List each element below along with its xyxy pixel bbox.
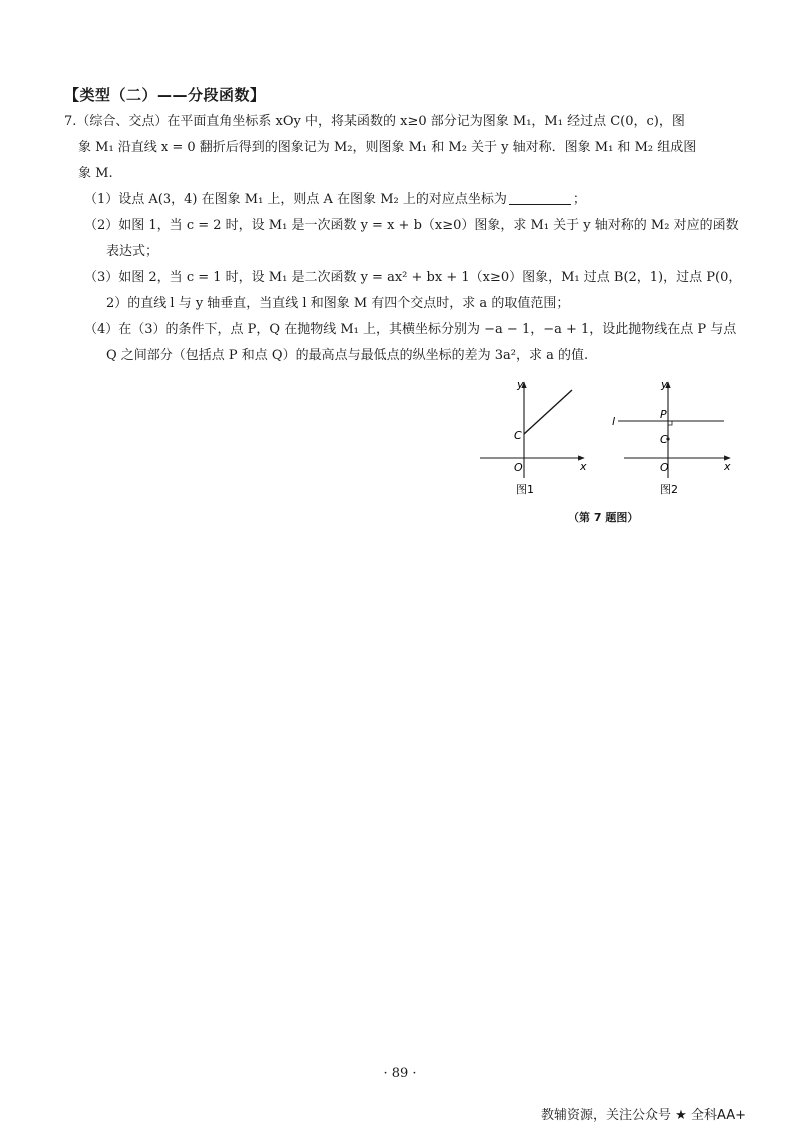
figure-1	[480, 378, 587, 496]
part-3-text: 如图 2，当 c = 1 时，设 M₁ 是二次函数 y = ax² + bx + 1（x≥0）图象，M₁ 过点 B(2，1)，过点 P(0，2）的直线 l 与 y 轴垂直，当直线 l 和图象 M 有四个交点时，求 a 的取值范围；	[106, 270, 742, 311]
fig1-caption: 图1	[516, 483, 534, 496]
part-2	[64, 213, 742, 265]
part-4-text: 在（3）的条件下，点 P，Q 在抛物线 M₁ 上，其横坐标分别为 −a − 1，−a + 1，设此抛物线在点 P 与点 Q 之间部分（包括点 P 和点 Q）的最高点与最低点的纵坐标的差为 3a²，求 a 的值.	[106, 322, 737, 363]
stem-line-1: （综合、交点）在平面直角坐标系 xOy 中，将某函数的 x≥0 部分记为图象 M₁，M₁ 经过点 C(0，c)，图	[76, 114, 685, 129]
part-2-label: （2）	[84, 218, 119, 233]
page-number: · 89 ·	[383, 1066, 417, 1081]
fig2-y-label: y	[661, 378, 668, 391]
answer-blank[interactable]	[509, 190, 571, 205]
problem-stem	[64, 109, 742, 135]
figures-caption: （第 7 题图）	[568, 511, 639, 524]
fig1-graph-line	[524, 390, 572, 434]
part-1	[64, 187, 742, 213]
fig2-caption: 图2	[660, 483, 678, 496]
figures	[474, 378, 744, 528]
footer-watermark: 教辅资源，关注公众号 ★ 全科AA+	[541, 1108, 746, 1123]
stem-line-3-wrap	[64, 161, 742, 187]
stem-line-3: 象 M.	[78, 166, 113, 181]
problem-number: 7.	[64, 114, 77, 129]
part-4-label: （4）	[84, 322, 119, 337]
part-4	[64, 317, 742, 369]
fig2-point-c-label: C	[660, 433, 668, 446]
fig1-point-c-label: C	[514, 429, 522, 442]
fig2-point-p-label: P	[660, 408, 667, 421]
stem-line-2: 象 M₁ 沿直线 x = 0 翻折后得到的图象记为 M₂，则图象 M₁ 和 M₂ 关于 y 轴对称．图象 M₁ 和 M₂ 组成图	[78, 140, 697, 155]
part-2-text: 如图 1，当 c = 2 时，设 M₁ 是一次函数 y = x + b（x≥0）图象，求 M₁ 关于 y 轴对称的 M₂ 对应的函数表达式；	[106, 218, 739, 259]
section-title: 【类型（二）——分段函数】	[64, 86, 266, 104]
fig1-y-label: y	[517, 378, 524, 391]
fig2-line-l-label: l	[612, 415, 616, 428]
part-1-text-end: ；	[572, 192, 586, 207]
part-1-label: （1）	[84, 192, 119, 207]
fig1-origin-label: O	[514, 461, 523, 474]
stem-line-2-wrap	[64, 135, 742, 161]
fig1-x-label: x	[580, 460, 587, 473]
problem-7	[64, 109, 742, 369]
fig2-x-label: x	[724, 460, 731, 473]
part-1-text: 设点 A(3，4) 在图象 M₁ 上，则点 A 在图象 M₂ 上的对应点坐标为	[118, 192, 507, 207]
part-3	[64, 265, 742, 317]
fig2-right-angle-mark	[668, 421, 672, 425]
fig2-origin-label: O	[660, 461, 669, 474]
figure-2	[612, 378, 731, 496]
part-3-label: （3）	[84, 270, 119, 285]
